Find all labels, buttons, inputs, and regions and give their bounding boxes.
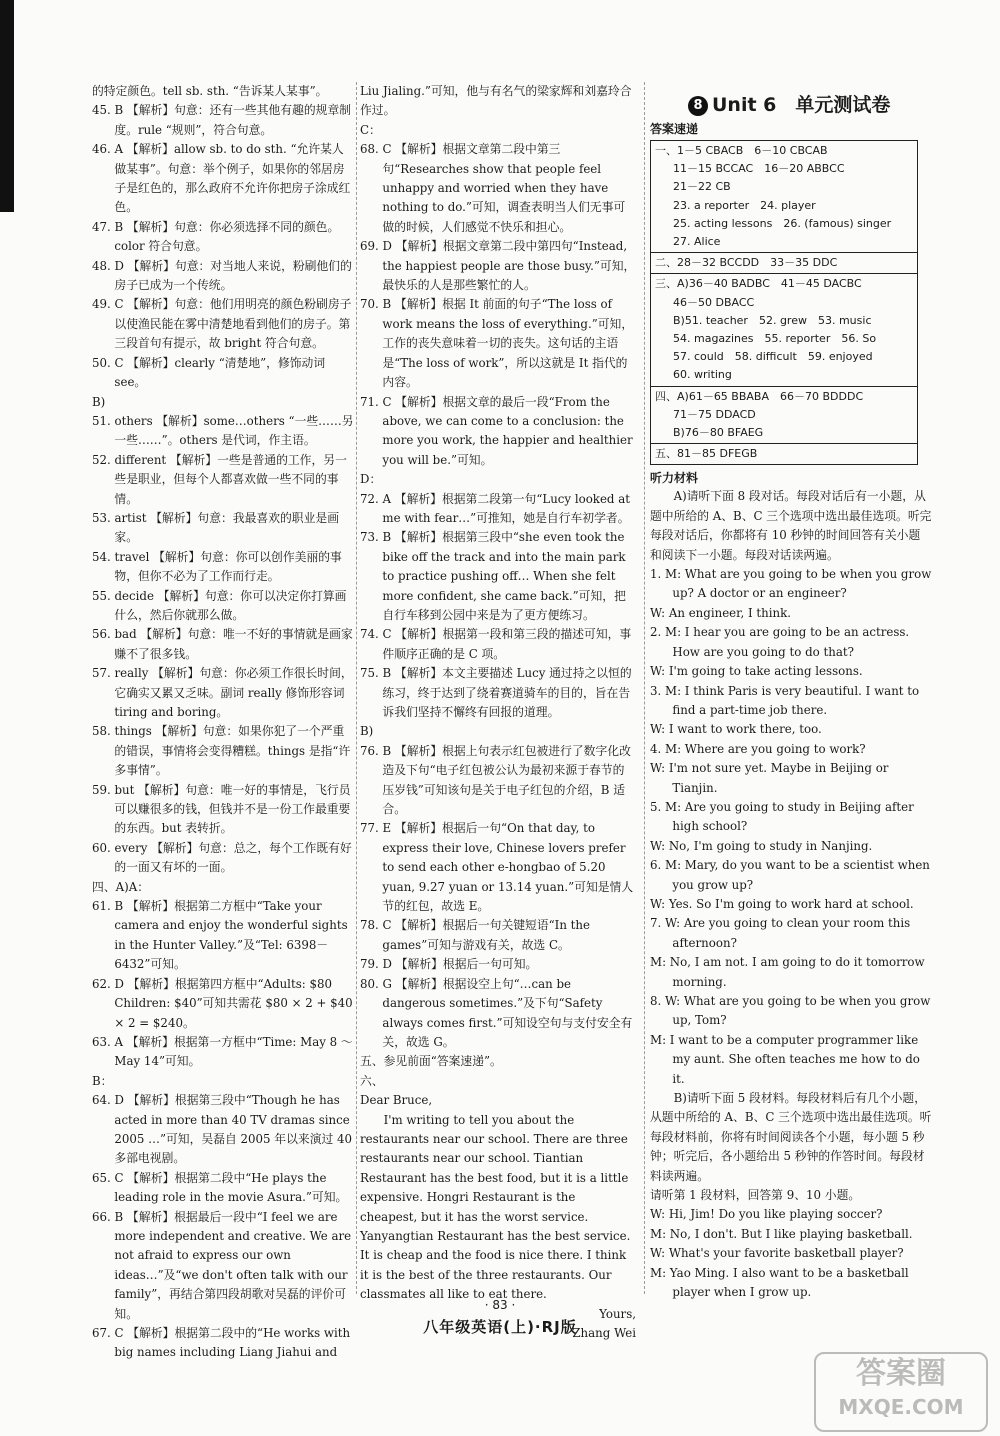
- listening-intro-b: B)请听下面 5 段材料。每段材料后有几个小题，从题中所给的 A、B、C 三个选项中选出最佳选项。听每段材料前，你将有时间阅读各个小题，每小题 5 秒钟；听完后，各小题给出 5 秒钟的作答时间。每段材料读两遍。: [650, 1091, 932, 1183]
- section-label: 四、A)A：: [92, 879, 150, 894]
- answer-entry: 78. C 【解析】根据后一句关键短语“In the games”可知与游戏有关，故选 C。: [360, 918, 591, 952]
- answer-key-line: 54. magazines 55. reporter 56. So: [673, 332, 877, 346]
- answer-key-row: [651, 387, 917, 445]
- answer-key-row: [651, 141, 917, 253]
- section-label: C：: [360, 122, 381, 137]
- answer-entry: 47. B 【解析】句意：你必须选择不同的颜色。color 符合句意。: [92, 219, 340, 254]
- answer-entry: 64. D 【解析】根据第三段中“Though he has acted in more than 40 TV dramas since 2005 …”可知，吴磊自 2005 年以来演过 40 多部电视剧。: [92, 1093, 353, 1166]
- answer-entry: 75. B 【解析】本文主要描述 Lucy 通过持之以恒的练习，终于达到了绕着赛道骑车的目的，旨在告诉我们坚持不懈终有回报的道理。: [360, 666, 632, 719]
- section-label: 六、: [360, 1073, 384, 1088]
- answer-entry: 74. C 【解析】根据第一段和第三段的描述可知，事件顺序正确的是 C 项。: [360, 627, 632, 661]
- answer-entry: 72. A 【解析】根据第二段第一句“Lucy looked at me with fear…”可推知，她是自行车初学者。: [360, 491, 631, 525]
- watermark-sub: MXQE.COM: [838, 1395, 964, 1419]
- page-number: · 83 ·: [484, 1298, 516, 1312]
- answer-key-row: [651, 274, 917, 386]
- dialogue-line: 2. M: I hear you are going to be an actress. How are you going to do that?: [650, 625, 910, 659]
- answer-entry: 53. artist 【解析】句意：我最喜欢的职业是画家。: [92, 510, 339, 545]
- answer-key-line: B)51. teacher 52. grew 53. music: [673, 313, 872, 327]
- answer-key-row: [651, 444, 917, 464]
- answer-key-row: [651, 253, 917, 274]
- answer-entry: 63. A 【解析】根据第一方框中“Time: May 8 ～ May 14”可知。: [92, 1034, 353, 1069]
- letter-signature: Zhang Wei: [572, 1326, 636, 1340]
- dialogue-line: W: No, I'm going to study in Nanjing.: [650, 838, 873, 853]
- dialogue-line: 7. W: Are you going to clean your room this afternoon?: [650, 916, 911, 950]
- dialogue-line: W: Hi, Jim! Do you like playing soccer?: [650, 1207, 883, 1222]
- column-divider: [356, 82, 357, 1294]
- dialogue-line: 8. W: What are you going to be when you grow up, Tom?: [650, 994, 931, 1028]
- answer-entry: 76. B 【解析】根据上句表示红包被进行了数字化改造及下句“电子红包被公认为最初来源于春节的压岁钱”可知该句是关于电子红包的介绍，B 适合。: [360, 743, 631, 817]
- answer-entry: 61. B 【解析】根据第二方框中“Take your camera and enjoy the wonderful sights in the Hunter Valley.”及“Tel: 6398－6432”可知。: [92, 899, 348, 972]
- dialogue-line: W: I'm going to take acting lessons.: [650, 664, 863, 679]
- dialogue-line: W: I'm not sure yet. Maybe in Beijing or Tianjin.: [650, 761, 889, 795]
- answer-entry: 49. C 【解析】句意：他们用明亮的颜色粉刷房子以使渔民能在雾中清楚地看到他们的房子。第三段首句有提示，故 bright 符合句意。: [92, 297, 352, 351]
- answer-entry: 59. but 【解析】句意：唯一好的事情是，飞行员可以赚很多的钱，但钱并不是一份工作最重要的东西。but 表转折。: [92, 782, 351, 836]
- column-divider: [644, 82, 645, 1294]
- dialogue-line: M: No, I am not. I am going to do it tomorrow morning.: [650, 955, 925, 989]
- answer-entry: 46. A 【解析】allow sb. to do sth. “允许某人做某事”。句意：举个例子，如果你的邻居房子是红色的，那么政府不允许你把房子涂成红色。: [92, 142, 351, 215]
- unit-test-column: [650, 86, 932, 1303]
- section-label: B): [360, 724, 374, 739]
- answer-entry: 60. every 【解析】句意：总之，每个工作既有好的一面又有坏的一面。: [92, 840, 352, 875]
- answer-key-line: 46－50 DBACC: [673, 295, 755, 309]
- answer-entry: 51. others 【解析】some…others “一些……另一些……”。others 是代词，作主语。: [92, 413, 354, 448]
- dialogue-line: M: No, I don't. But I like playing basketball.: [650, 1226, 913, 1241]
- answer-entry: 65. C 【解析】根据第二段中“He plays the leading role in the movie Asura.”可知。: [92, 1170, 348, 1205]
- answer-entry: 62. D 【解析】根据第四方框中“Adults: $80 Children: $40”可知共需花 $80 × 2 + $40 × 2 = $240。: [92, 976, 353, 1030]
- answer-entry: 58. things 【解析】句意：如果你犯了一个严重的错误，事情将会变得糟糕。things 是指“许多事情”。: [92, 724, 351, 778]
- dialogue-line: M: Yao Ming. I also want to be a basketball player when I grow up.: [650, 1265, 909, 1300]
- answer-entry: 77. E 【解析】根据后一句“On that day, to express their love, Chinese lovers prefer to send each other e-hongbao of 5.20 yuan, 9.27 yuan or 13.14 yuan.”可知是情人节的红包，故选 E。: [360, 821, 634, 914]
- answer-entry: 66. B 【解析】根据最后一段中“I feel we are more independent and creative. We are not afraid to express our own ideas…”及“we don't often talk with our family”，再结合第四段胡歌对吴磊的评价可知。: [92, 1209, 352, 1321]
- answer-key-line: 23. a reporter 24. player: [673, 198, 816, 212]
- dialogue-line: 5. M: Are you going to study in Beijing after high school?: [650, 799, 914, 834]
- dialogue-line: W: What's your favorite basketball player?: [650, 1246, 904, 1261]
- answer-entry: 48. D 【解析】句意：对当地人来说，粉刷他们的房子已成为一个传统。: [92, 258, 352, 293]
- dialogue-line: W: I want to work there, too.: [650, 722, 822, 737]
- answer-key-box: [650, 140, 918, 465]
- answer-key-line: 三、A)36－40 BADBC 41－45 DACBC: [655, 277, 862, 291]
- page-edge-bar: [0, 0, 14, 212]
- answer-entry: 70. B 【解析】根据 It 前面的句子“The loss of work means the loss of everything.”可知，工作的丧失意味着一切的丧失。这句话的主语是“The loss of work”，所以这就是 It 指代的内容。: [360, 297, 634, 390]
- dialogue-line: W: Yes. So I'm going to work hard at school.: [650, 896, 914, 911]
- answer-entry: 57. really 【解析】句意：你必须工作很长时间，它确实又累又乏味。副词 really 修饰形容词 tiring and boring。: [92, 666, 353, 719]
- answer-key-line: 21－22 CB: [673, 180, 731, 194]
- answer-entry: 的特定颜色。tell sb. sth. “告诉某人某事”。: [92, 84, 328, 98]
- answer-key-line: 71－75 DDACD: [673, 407, 756, 421]
- watermark-logo: [814, 1352, 988, 1432]
- answer-key-line: 25. acting lessons 26. (famous) singer: [673, 216, 892, 230]
- answer-key-line: 一、1－5 CBACB 6－10 CBCAB: [655, 144, 828, 157]
- unit-title: [688, 92, 932, 118]
- answer-key-line: 二、28－32 BCCDD 33－35 DDC: [655, 256, 838, 270]
- letter-body: I'm writing to tell you about the restaurants near our school. There are three restaurants near our school. Tiantian Restaurant has the best food, but it is a little expensive. Hongri Restaurant is the cheapest, but it has the worst service. Yanyangtian Restaurant has the best service. It is cheap and the food is nice there. I think it is the best of the three restaurants. Our classmates all like to eat there.: [360, 1112, 631, 1302]
- answer-entry: 71. C 【解析】根据文章的最后一段“From the above, we can come to a conclusion: the more you work, the happier and healthier you will be.”可知。: [360, 394, 633, 467]
- answer-entry: 52. different 【解析】一些是普通的工作，另一些是职业，但每个人都喜欢做一些不同的事情。: [92, 452, 347, 506]
- letter-closing: Yours,: [599, 1306, 636, 1321]
- answer-key-line: 57. could 58. difficult 59. enjoyed: [673, 350, 873, 364]
- answer-entry: 73. B 【解析】根据第三段中“she even took the bike off the track and into the main park to practice pushing off… When she felt more confident, she came back.”可知，把自行车移到公园中来是为了更方便练习。: [360, 530, 626, 622]
- answer-entry: 55. decide 【解析】句意：你可以决定你打算画什么，然后你就那么做。: [92, 588, 347, 622]
- section-label: D：: [360, 472, 382, 487]
- section-label: B：: [92, 1073, 113, 1088]
- dialogue-line: 4. M: Where are you going to work?: [650, 741, 866, 756]
- answer-entry: 56. bad 【解析】句意：唯一不好的事情就是画家赚不了很多钱。: [92, 627, 353, 661]
- unit-number-badge: 8: [688, 96, 708, 116]
- answer-column-2: [360, 82, 636, 1343]
- answer-column-1: [92, 82, 354, 1363]
- dialogue-line: M: I want to be a computer programmer like my aunt. She often teaches me how to do it.: [650, 1032, 920, 1086]
- listening-heading: 听力材料: [650, 471, 699, 486]
- unit-title-text: Unit 6 单元测试卷: [712, 94, 891, 116]
- listening-intro: A)请听下面 8 段对话。每段对话后有一小题，从题中所给的 A、B、C 三个选项中选出最佳选项。听完每段对话后，你都将有 10 秒钟的时间回答有关小题和阅读下一小题。每段对话读两遍。: [650, 489, 932, 562]
- answer-entry: 45. B 【解析】句意：还有一些其他有趣的规章制度。rule “规则”，符合句意。: [92, 103, 352, 137]
- dialogue-line: W: An engineer, I think.: [650, 605, 792, 620]
- section-label: 五、参见前面“答案速递”。: [360, 1054, 502, 1069]
- section-label: B): [92, 394, 106, 409]
- answer-entry: 67. C 【解析】根据第二段中的“He works with big names including Liang Jiahui and: [92, 1326, 351, 1360]
- material-heading: 请听第 1 段材料，回答第 9、10 小题。: [650, 1188, 861, 1203]
- answer-key-line: 11－15 BCCAC 16－20 ABBCC: [673, 162, 845, 176]
- answer-entry: 68. C 【解析】根据文章第二段中第三句“Researches show that people feel unhappy and worried when they have nothing to do.”可知，调查表明当人们无事可做的时候，人们感觉不快乐和担心。: [360, 142, 626, 234]
- answer-entry: Liu Jialing.”可知，他与有名气的梁家辉和刘嘉玲合作过。: [360, 84, 632, 118]
- answer-entry: 80. G 【解析】根据设空上句“…can be dangerous sometimes.”及下句“Safety always comes first.”可知设空句与支付安全有关，故选 G。: [360, 976, 633, 1049]
- answer-key-line: 60. writing: [673, 368, 732, 382]
- letter-salutation: Dear Bruce,: [360, 1093, 433, 1108]
- watermark-main: 答案圈: [856, 1356, 946, 1391]
- book-title: 八年级英语(上)·RJ版: [423, 1318, 577, 1336]
- answers-heading: 答案速递: [650, 122, 699, 136]
- answer-entry: 54. travel 【解析】句意：你可以创作美丽的事物，但你不必为了工作而行走。: [92, 549, 342, 584]
- answer-entry: 79. D 【解析】根据后一句可知。: [360, 957, 538, 972]
- answer-key-line: 五、81－85 DFEGB: [655, 447, 758, 461]
- dialogue-line: 3. M: I think Paris is very beautiful. I want to find a part-time job there.: [650, 683, 920, 717]
- answer-entry: 50. C 【解析】clearly “清楚地”，修饰动词 see。: [92, 355, 326, 390]
- dialogue-line: 6. M: Mary, do you want to be a scientist when you grow up?: [650, 858, 930, 892]
- answer-key-line: 四、A)61－65 BBABA 66－70 BDDDC: [655, 389, 864, 403]
- answer-key-line: B)76－80 BFAEG: [673, 426, 764, 440]
- dialogue-line: 1. M: What are you going to be when you grow up? A doctor or an engineer?: [650, 567, 932, 601]
- answer-key-line: 27. Alice: [673, 235, 721, 249]
- answer-entry: 69. D 【解析】根据文章第二段中第四句“Instead, the happiest people are those busy.”可知，最快乐的人是那些繁忙的人。: [360, 239, 636, 293]
